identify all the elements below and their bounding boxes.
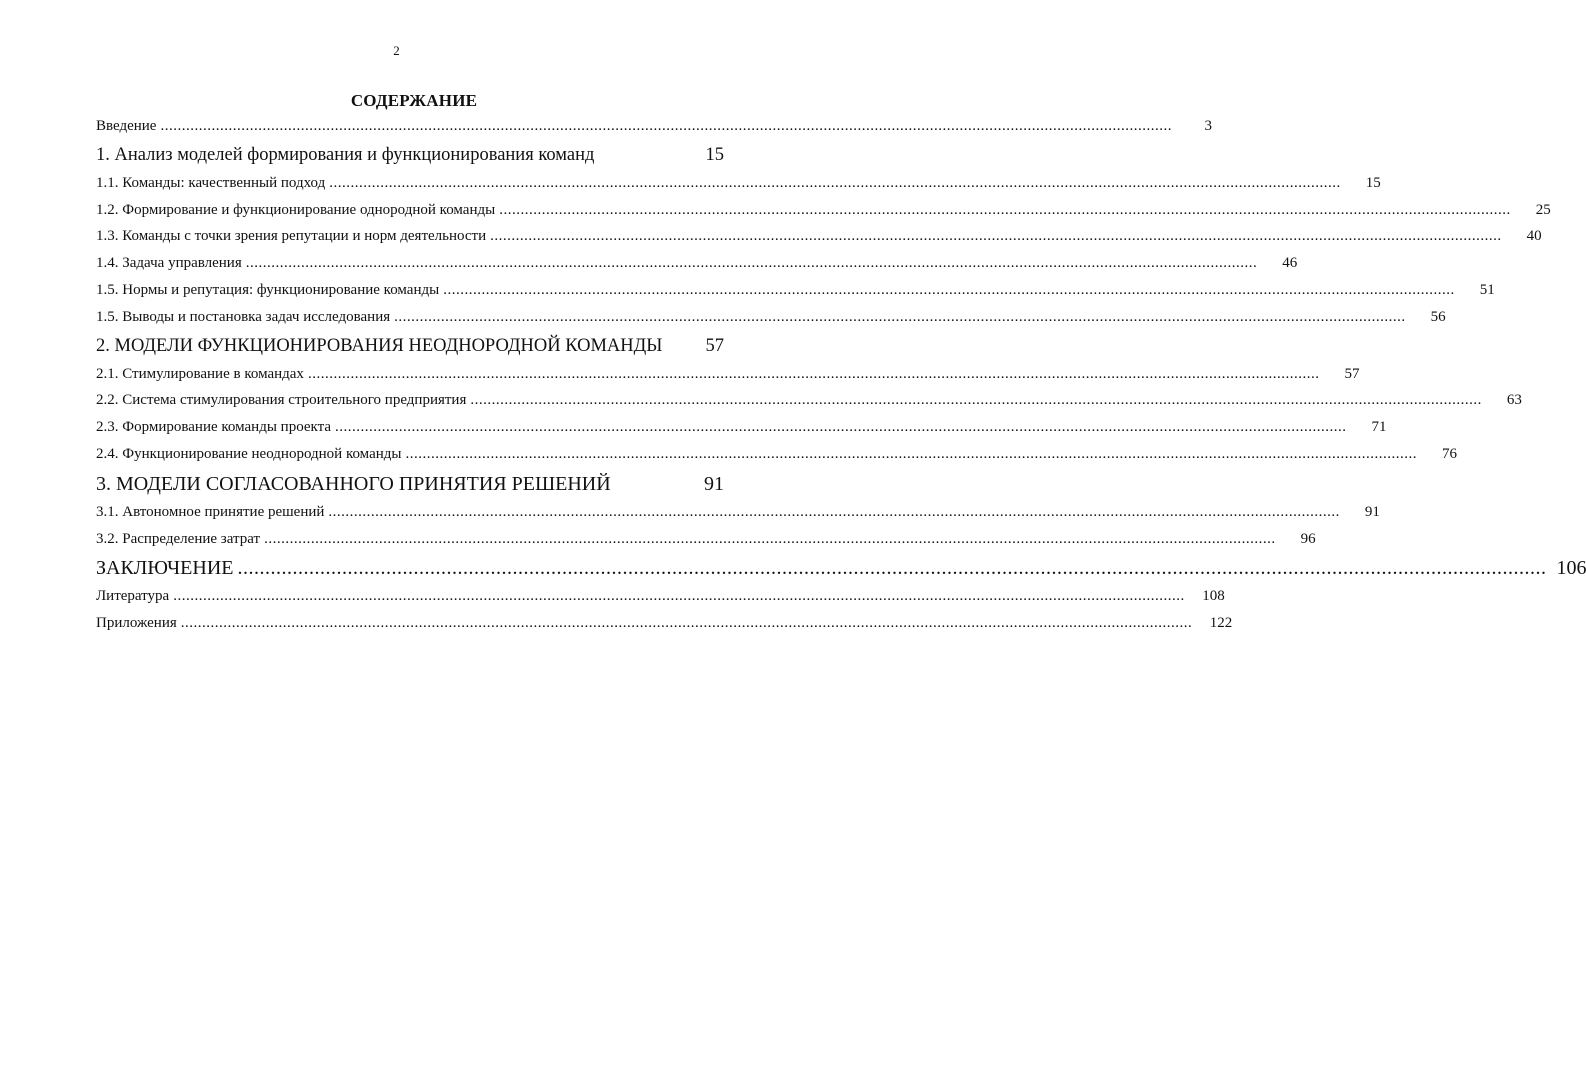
toc-entry-page: 25 [1535, 201, 1551, 218]
toc-entry [96, 255, 1298, 282]
toc-leader-dots [329, 175, 1341, 192]
toc-leader-dots [328, 504, 1340, 521]
toc-entry-title: Приложения [96, 615, 177, 632]
toc-entry-title: ЗАКЛЮЧЕНИЕ [96, 557, 234, 580]
toc-entry-title: 2. МОДЕЛИ ФУНКЦИОНИРОВАНИЯ НЕОДНОРОДНОЙ КОМАНДЫ [96, 335, 663, 356]
toc-entry-title: 2.4. Функционирование неоднородной команды [96, 445, 402, 462]
toc-entry-page: 71 [1371, 419, 1387, 436]
toc-entry [96, 281, 1495, 309]
toc-entry [96, 392, 1522, 419]
toc-entry-page: 76 [1441, 445, 1457, 462]
toc-entry-page: 15 [1365, 174, 1381, 191]
toc-entry [96, 365, 1360, 393]
toc-entry-page: 51 [1479, 281, 1495, 298]
toc-entry-page: 108 [1202, 588, 1225, 605]
toc-entry-page: 46 [1282, 255, 1298, 272]
toc-entry-page: 63 [1506, 392, 1522, 409]
toc-entry-title: 1.2. Формирование и функционирование однородной команды [96, 201, 496, 218]
toc-entry [96, 201, 1551, 229]
toc-entry [96, 445, 1457, 473]
toc-leader-dots [308, 366, 1320, 383]
toc-leader-dots [443, 282, 1455, 299]
toc-entry-title: 3.1. Автономное принятие решений [96, 503, 325, 520]
toc-entry-page: 3 [1204, 118, 1212, 134]
toc-entry [96, 419, 1387, 446]
toc-leader-dots [499, 202, 1511, 219]
toc-leader-dots [470, 392, 1482, 409]
toc-leader-dots [335, 419, 1347, 436]
toc-entry [96, 615, 1233, 642]
toc-entry-title: 1. Анализ моделей формирования и функционирования команд [96, 144, 595, 165]
toc-entry-title: 1.3. Команды с точки зрения репутации и норм деятельности [96, 228, 487, 245]
toc-entry [96, 308, 1446, 336]
toc-leader-dots [237, 557, 1546, 580]
toc-entry-title: 1.1. Команды: качественный подход [96, 174, 326, 191]
toc-entry [96, 503, 1380, 531]
toc-leader-dots [405, 446, 1417, 463]
toc-entry-page: 106 [1556, 557, 1586, 580]
toc-entry-title: 2.1. Стимулирование в командах [96, 365, 304, 382]
toc-entry-title: 3.2. Распределение затрат [96, 530, 261, 547]
toc-entry-title: Литература [96, 588, 170, 605]
toc-entry-page: 122 [1209, 615, 1233, 632]
toc-entry-title: 1.5. Нормы и репутация: функционирование команды [96, 281, 440, 298]
toc-leader-dots [394, 309, 1406, 326]
toc-entry [96, 473, 724, 504]
toc-leader-dots [490, 228, 1502, 245]
toc-entry-title: 1.4. Задача управления [96, 255, 242, 272]
toc-title: СОДЕРЖАНИЕ [350, 91, 478, 110]
toc-entry [96, 118, 1212, 145]
toc-entry-page: 96 [1300, 530, 1316, 547]
page-number: 2 [393, 43, 400, 58]
toc-entry-title: 2.3. Формирование команды проекта [96, 419, 332, 436]
toc-entry-page: 91 [704, 472, 724, 495]
table-of-contents [96, 118, 1586, 642]
toc-entry [96, 530, 1316, 558]
toc-entry-page: 15 [705, 144, 724, 165]
toc-entry-title: 1.5. Выводы и постановка задач исследования [96, 308, 391, 325]
toc-entry [96, 174, 1381, 202]
toc-entry [96, 145, 724, 175]
toc-entry-title: 2.2. Система стимулирования строительного предприятия [96, 392, 467, 409]
toc-entry [96, 588, 1225, 615]
toc-entry [96, 557, 1586, 588]
toc-entry-page: 57 [1344, 365, 1360, 382]
toc-entry [96, 228, 1542, 255]
toc-entry-page: 40 [1526, 228, 1542, 245]
toc-leader-dots [160, 118, 1172, 135]
toc-leader-dots [181, 615, 1193, 632]
toc-entry-page: 56 [1430, 308, 1446, 325]
toc-entry [96, 336, 724, 366]
toc-leader-dots [246, 255, 1258, 272]
toc-entry-title: Введение [96, 118, 157, 134]
toc-entry-page: 91 [1364, 503, 1380, 520]
toc-entry-page: 57 [705, 335, 724, 356]
toc-entry-title: 3. МОДЕЛИ СОГЛАСОВАННОГО ПРИНЯТИЯ РЕШЕНИЙ [96, 472, 611, 495]
toc-leader-dots [264, 531, 1276, 548]
toc-leader-dots [173, 588, 1185, 605]
